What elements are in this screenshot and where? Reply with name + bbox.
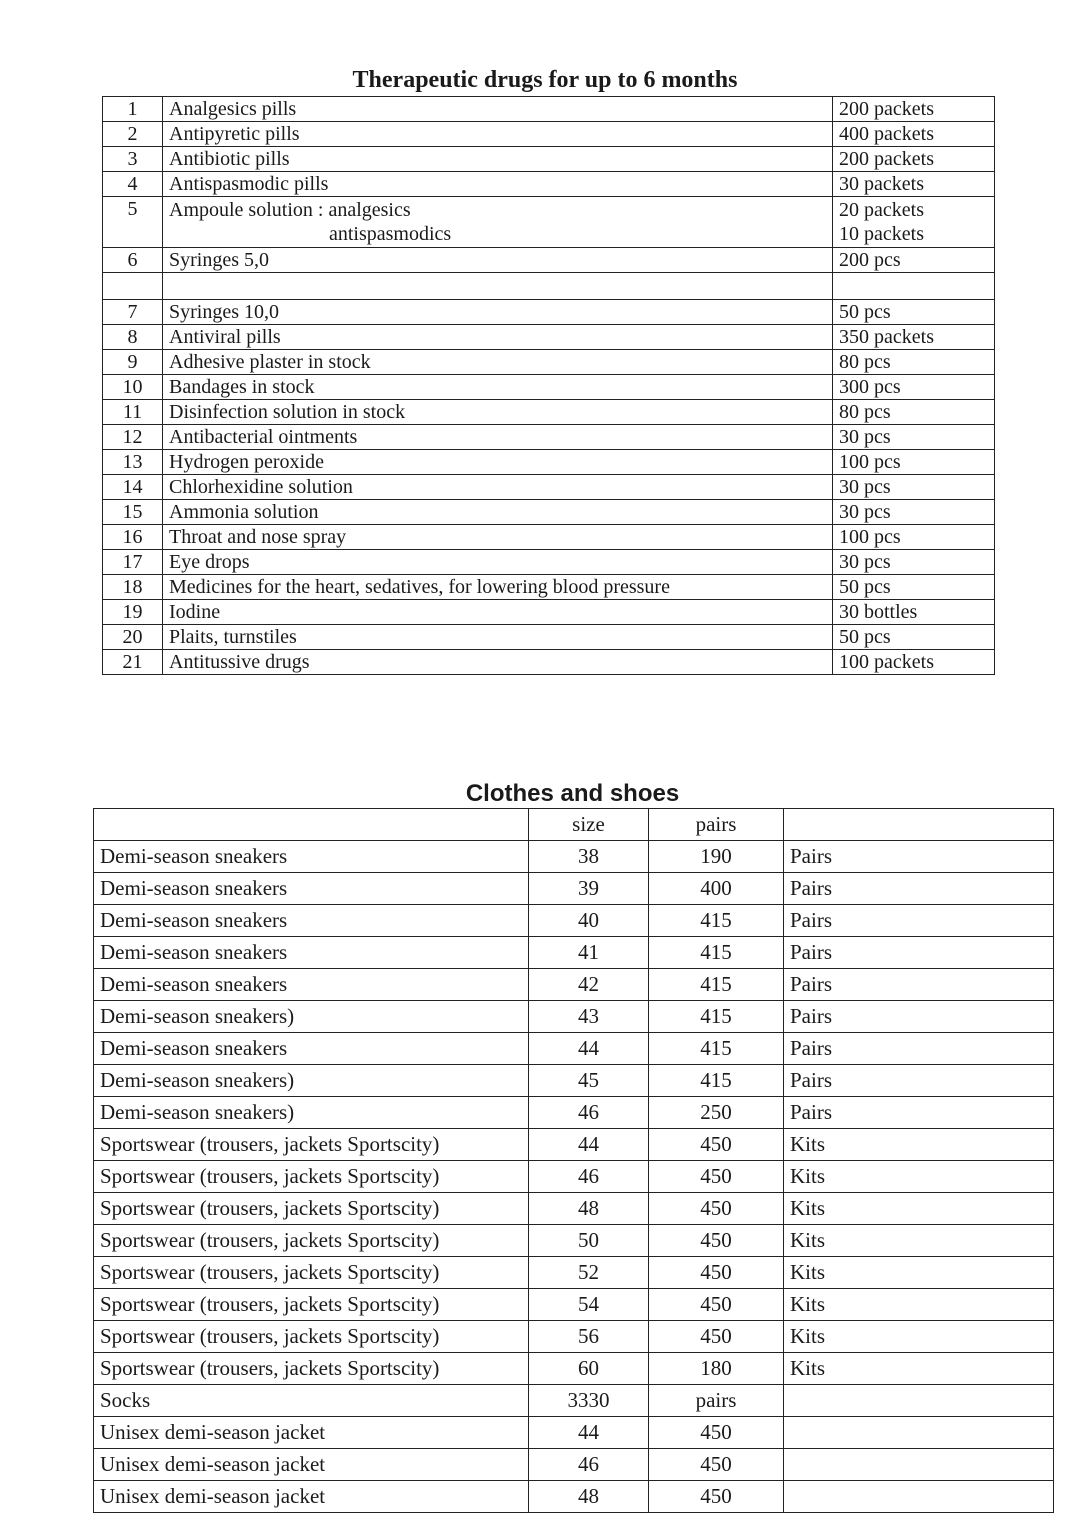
table-row bbox=[94, 1449, 1054, 1481]
drug-name: Antispasmodic pills bbox=[163, 172, 833, 197]
drug-quantity: 80 pcs bbox=[833, 400, 995, 425]
table-row bbox=[94, 1481, 1054, 1513]
clothes-count: 450 bbox=[649, 1289, 784, 1321]
drug-quantity: 300 pcs bbox=[833, 375, 995, 400]
clothes-unit: Pairs bbox=[784, 969, 1054, 1001]
clothes-count: 450 bbox=[649, 1449, 784, 1481]
clothes-unit: Pairs bbox=[784, 841, 1054, 873]
clothes-item: Sportswear (trousers, jackets Sportscity) bbox=[94, 1129, 529, 1161]
drug-name: Antiviral pills bbox=[163, 325, 833, 350]
header-cell-item bbox=[94, 809, 529, 841]
clothes-unit: Kits bbox=[784, 1257, 1054, 1289]
drug-name: Eye drops bbox=[163, 550, 833, 575]
table-row bbox=[94, 937, 1054, 969]
header-cell-unit bbox=[784, 809, 1054, 841]
drug-name: Antipyretic pills bbox=[163, 122, 833, 147]
table-row bbox=[103, 650, 995, 675]
drug-quantity bbox=[833, 197, 995, 248]
row-number: 20 bbox=[103, 625, 163, 650]
clothes-item: Demi-season sneakers bbox=[94, 841, 529, 873]
clothes-unit: Kits bbox=[784, 1161, 1054, 1193]
drugs-table-title: Therapeutic drugs for up to 6 months bbox=[352, 67, 738, 93]
table-row bbox=[103, 450, 995, 475]
clothes-size: 38 bbox=[529, 841, 649, 873]
clothes-unit bbox=[784, 1385, 1054, 1417]
clothes-size: 46 bbox=[529, 1449, 649, 1481]
clothes-item: Demi-season sneakers bbox=[94, 969, 529, 1001]
row-number: 21 bbox=[103, 650, 163, 675]
drug-quantity: 30 pcs bbox=[833, 475, 995, 500]
clothes-unit: Pairs bbox=[784, 1033, 1054, 1065]
table-row bbox=[94, 1161, 1054, 1193]
table-row bbox=[94, 1257, 1054, 1289]
clothes-count: 415 bbox=[649, 1065, 784, 1097]
table-row bbox=[94, 1033, 1054, 1065]
drug-quantity: 50 pcs bbox=[833, 300, 995, 325]
clothes-unit: Pairs bbox=[784, 1065, 1054, 1097]
blank-cell bbox=[833, 273, 995, 300]
drug-quantity: 30 bottles bbox=[833, 600, 995, 625]
table-row bbox=[103, 575, 995, 600]
row-number: 8 bbox=[103, 325, 163, 350]
clothes-unit: Pairs bbox=[784, 937, 1054, 969]
clothes-item: Demi-season sneakers bbox=[94, 873, 529, 905]
row-number: 14 bbox=[103, 475, 163, 500]
row-number: 2 bbox=[103, 122, 163, 147]
clothes-size: 46 bbox=[529, 1097, 649, 1129]
row-number: 12 bbox=[103, 425, 163, 450]
clothes-size: 39 bbox=[529, 873, 649, 905]
drug-name: Ammonia solution bbox=[163, 500, 833, 525]
clothes-header-row bbox=[94, 809, 1054, 841]
clothes-item: Demi-season sneakers bbox=[94, 937, 529, 969]
clothes-size: 3330 bbox=[529, 1385, 649, 1417]
clothes-count: 450 bbox=[649, 1193, 784, 1225]
row-number: 11 bbox=[103, 400, 163, 425]
clothes-item: Demi-season sneakers bbox=[94, 905, 529, 937]
clothes-count: 450 bbox=[649, 1321, 784, 1353]
table-row bbox=[94, 1065, 1054, 1097]
header-cell-pairs: pairs bbox=[649, 809, 784, 841]
drug-quantity: 50 pcs bbox=[833, 625, 995, 650]
table-row bbox=[94, 1097, 1054, 1129]
clothes-count: 415 bbox=[649, 1001, 784, 1033]
clothes-item: Sportswear (trousers, jackets Sportscity) bbox=[94, 1353, 529, 1385]
table-row bbox=[103, 122, 995, 147]
clothes-size: 46 bbox=[529, 1161, 649, 1193]
clothes-unit: Pairs bbox=[784, 905, 1054, 937]
header-cell-size: size bbox=[529, 809, 649, 841]
drug-name: Antitussive drugs bbox=[163, 650, 833, 675]
table-row bbox=[103, 500, 995, 525]
table-row bbox=[94, 1001, 1054, 1033]
table-row bbox=[94, 1417, 1054, 1449]
drug-name: Medicines for the heart, sedatives, for lowering blood pressure bbox=[163, 575, 833, 600]
table-row bbox=[103, 400, 995, 425]
clothes-size: 60 bbox=[529, 1353, 649, 1385]
clothes-unit: Pairs bbox=[784, 1097, 1054, 1129]
clothes-unit: Kits bbox=[784, 1129, 1054, 1161]
row-number: 16 bbox=[103, 525, 163, 550]
blank-row bbox=[103, 273, 995, 300]
clothes-count: 190 bbox=[649, 841, 784, 873]
drug-name: Antibacterial ointments bbox=[163, 425, 833, 450]
clothes-item: Sportswear (trousers, jackets Sportscity) bbox=[94, 1161, 529, 1193]
clothes-size: 50 bbox=[529, 1225, 649, 1257]
row-number: 4 bbox=[103, 172, 163, 197]
table-row bbox=[103, 375, 995, 400]
clothes-count: 415 bbox=[649, 937, 784, 969]
drug-name: Antibiotic pills bbox=[163, 147, 833, 172]
clothes-size: 44 bbox=[529, 1417, 649, 1449]
table-row bbox=[94, 1353, 1054, 1385]
clothes-item: Sportswear (trousers, jackets Sportscity) bbox=[94, 1225, 529, 1257]
drug-quantity: 50 pcs bbox=[833, 575, 995, 600]
table-row bbox=[94, 905, 1054, 937]
table-row bbox=[103, 197, 995, 248]
table-row bbox=[103, 248, 995, 273]
row-number: 18 bbox=[103, 575, 163, 600]
table-row bbox=[94, 1385, 1054, 1417]
drug-name-line: Ampoule solution : analgesics bbox=[169, 199, 411, 221]
blank-cell bbox=[163, 273, 833, 300]
drug-quantity: 200 packets bbox=[833, 147, 995, 172]
row-number: 1 bbox=[103, 97, 163, 122]
row-number: 9 bbox=[103, 350, 163, 375]
clothes-unit: Kits bbox=[784, 1289, 1054, 1321]
drug-quantity: 30 packets bbox=[833, 172, 995, 197]
clothes-size: 43 bbox=[529, 1001, 649, 1033]
clothes-size: 40 bbox=[529, 905, 649, 937]
drug-name bbox=[163, 197, 833, 248]
drug-name: Iodine bbox=[163, 600, 833, 625]
table-row bbox=[94, 1289, 1054, 1321]
clothes-size: 56 bbox=[529, 1321, 649, 1353]
clothes-count: 400 bbox=[649, 873, 784, 905]
clothes-count: 415 bbox=[649, 1033, 784, 1065]
row-number: 15 bbox=[103, 500, 163, 525]
clothes-size: 54 bbox=[529, 1289, 649, 1321]
drug-name: Throat and nose spray bbox=[163, 525, 833, 550]
drug-name: Syringes 5,0 bbox=[163, 248, 833, 273]
row-number: 3 bbox=[103, 147, 163, 172]
clothes-unit bbox=[784, 1417, 1054, 1449]
drug-quantity: 80 pcs bbox=[833, 350, 995, 375]
clothes-unit: Pairs bbox=[784, 1001, 1054, 1033]
table-row bbox=[103, 550, 995, 575]
drug-quantity-subline: 10 packets bbox=[839, 223, 924, 245]
table-row bbox=[103, 625, 995, 650]
table-row bbox=[94, 969, 1054, 1001]
clothes-count: 450 bbox=[649, 1161, 784, 1193]
clothes-item: Unisex demi-season jacket bbox=[94, 1417, 529, 1449]
table-row bbox=[94, 841, 1054, 873]
clothes-unit: Kits bbox=[784, 1353, 1054, 1385]
table-row bbox=[103, 350, 995, 375]
clothes-item: Demi-season sneakers) bbox=[94, 1097, 529, 1129]
clothes-count: 450 bbox=[649, 1417, 784, 1449]
table-row bbox=[103, 525, 995, 550]
drug-quantity: 30 pcs bbox=[833, 550, 995, 575]
row-number: 5 bbox=[103, 197, 163, 248]
drug-quantity: 350 packets bbox=[833, 325, 995, 350]
clothes-item: Demi-season sneakers bbox=[94, 1033, 529, 1065]
clothes-count: 450 bbox=[649, 1225, 784, 1257]
clothes-size: 52 bbox=[529, 1257, 649, 1289]
blank-cell bbox=[103, 273, 163, 300]
clothes-size: 45 bbox=[529, 1065, 649, 1097]
table-row bbox=[103, 425, 995, 450]
clothes-count: 250 bbox=[649, 1097, 784, 1129]
table-row bbox=[103, 300, 995, 325]
table-row bbox=[103, 147, 995, 172]
drug-quantity: 100 pcs bbox=[833, 525, 995, 550]
clothes-size: 42 bbox=[529, 969, 649, 1001]
drug-quantity: 400 packets bbox=[833, 122, 995, 147]
table-row bbox=[103, 97, 995, 122]
drug-quantity: 200 pcs bbox=[833, 248, 995, 273]
table-row bbox=[94, 1193, 1054, 1225]
clothes-table bbox=[93, 808, 1054, 1513]
drug-name: Hydrogen peroxide bbox=[163, 450, 833, 475]
row-number: 17 bbox=[103, 550, 163, 575]
table-row bbox=[94, 873, 1054, 905]
drug-name: Adhesive plaster in stock bbox=[163, 350, 833, 375]
clothes-size: 48 bbox=[529, 1193, 649, 1225]
drug-name: Syringes 10,0 bbox=[163, 300, 833, 325]
clothes-item: Sportswear (trousers, jackets Sportscity) bbox=[94, 1257, 529, 1289]
drug-name: Disinfection solution in stock bbox=[163, 400, 833, 425]
clothes-count: 450 bbox=[649, 1129, 784, 1161]
clothes-count: 180 bbox=[649, 1353, 784, 1385]
drug-name: Bandages in stock bbox=[163, 375, 833, 400]
clothes-item: Sportswear (trousers, jackets Sportscity) bbox=[94, 1289, 529, 1321]
clothes-item: Unisex demi-season jacket bbox=[94, 1481, 529, 1513]
clothes-unit: Pairs bbox=[784, 873, 1054, 905]
table-row bbox=[103, 475, 995, 500]
drug-quantity: 30 pcs bbox=[833, 425, 995, 450]
clothes-unit bbox=[784, 1481, 1054, 1513]
drug-quantity: 100 packets bbox=[833, 650, 995, 675]
clothes-table-title: Clothes and shoes bbox=[465, 780, 680, 807]
clothes-size: 44 bbox=[529, 1129, 649, 1161]
row-number: 13 bbox=[103, 450, 163, 475]
clothes-item: Demi-season sneakers) bbox=[94, 1001, 529, 1033]
clothes-count: 415 bbox=[649, 969, 784, 1001]
row-number: 19 bbox=[103, 600, 163, 625]
row-number: 6 bbox=[103, 248, 163, 273]
drug-quantity-line: 20 packets bbox=[839, 199, 924, 221]
clothes-count: pairs bbox=[649, 1385, 784, 1417]
drug-quantity: 100 pcs bbox=[833, 450, 995, 475]
table-row bbox=[94, 1225, 1054, 1257]
table-row bbox=[103, 325, 995, 350]
clothes-item: Unisex demi-season jacket bbox=[94, 1449, 529, 1481]
clothes-item: Demi-season sneakers) bbox=[94, 1065, 529, 1097]
clothes-size: 48 bbox=[529, 1481, 649, 1513]
clothes-unit: Kits bbox=[784, 1225, 1054, 1257]
clothes-item: Sportswear (trousers, jackets Sportscity) bbox=[94, 1193, 529, 1225]
drug-name: Chlorhexidine solution bbox=[163, 475, 833, 500]
drug-quantity: 200 packets bbox=[833, 97, 995, 122]
clothes-size: 41 bbox=[529, 937, 649, 969]
table-row bbox=[103, 600, 995, 625]
row-number: 7 bbox=[103, 300, 163, 325]
clothes-size: 44 bbox=[529, 1033, 649, 1065]
clothes-item: Socks bbox=[94, 1385, 529, 1417]
drug-quantity: 30 pcs bbox=[833, 500, 995, 525]
drug-name: Analgesics pills bbox=[163, 97, 833, 122]
drugs-table bbox=[102, 96, 995, 675]
clothes-unit bbox=[784, 1449, 1054, 1481]
clothes-count: 450 bbox=[649, 1481, 784, 1513]
clothes-unit: Kits bbox=[784, 1321, 1054, 1353]
table-row bbox=[94, 1321, 1054, 1353]
table-row bbox=[103, 172, 995, 197]
clothes-item: Sportswear (trousers, jackets Sportscity) bbox=[94, 1321, 529, 1353]
drug-name-subline: antispasmodics bbox=[329, 223, 452, 245]
row-number: 10 bbox=[103, 375, 163, 400]
clothes-unit: Kits bbox=[784, 1193, 1054, 1225]
table-row bbox=[94, 1129, 1054, 1161]
drug-name: Plaits, turnstiles bbox=[163, 625, 833, 650]
clothes-count: 450 bbox=[649, 1257, 784, 1289]
clothes-count: 415 bbox=[649, 905, 784, 937]
